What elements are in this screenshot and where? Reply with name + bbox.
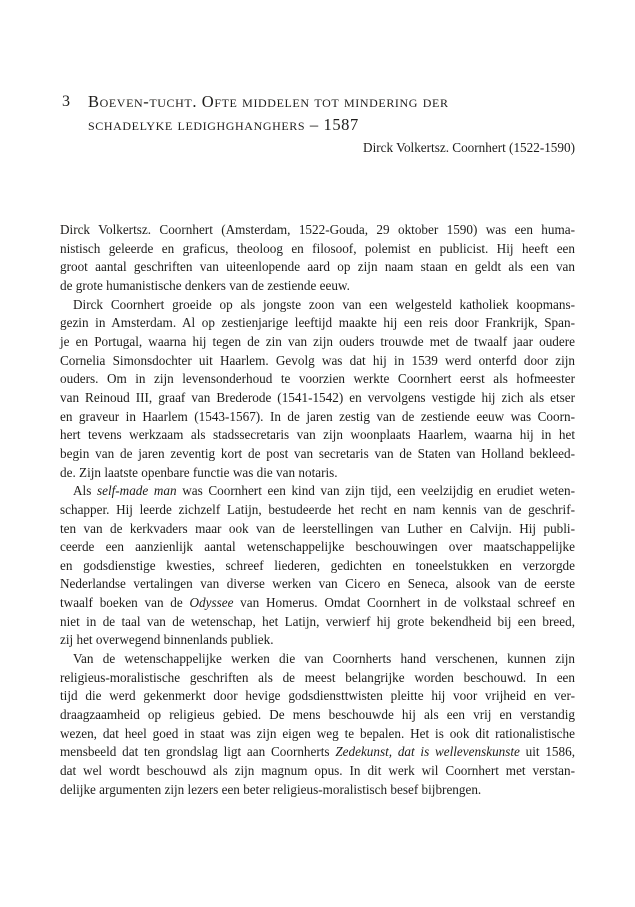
text-line [60,501,575,520]
text-line [60,687,575,706]
text-segment: van Homerus. Omdat Coornhert in de volkstaal schreef en [233,595,575,611]
italic-text: Odyssee [189,595,234,611]
text-line [60,389,575,408]
text-segment: delijke argumenten zijn lezers een beter religieus-moralistisch besef bijbrengen. [60,781,482,797]
text-segment: Cornelia Simonsdochter uit Haarlem. Gevolg was dat hij in 1539 werd onterfd door zijn [60,352,575,368]
text-line [60,333,575,352]
paragraph [60,482,575,650]
text-segment: uit 1586, [519,744,575,760]
text-line [60,408,575,427]
text-segment: mensbeeld dat ten grondslag ligt aan Coornherts [60,744,336,760]
text-segment: gezin in Amsterdam. Al op zestienjarige leeftijd maakte hij een reis door Frankrijk, Span- [60,315,575,331]
italic-text: self-made man [96,483,177,499]
text-segment: wezen, dat heel goed in staat was zijn eigen weg te bepalen. Het is ook dit rationalistische [60,725,575,741]
text-segment: ten van de kerkvaders maar ook van de leerstellingen van Luther en Calvijn. Hij publi- [60,520,575,536]
text-segment: draagzaamheid op religieus gebied. De mens beschouwde hij als een vrij en verstandig [60,707,575,723]
text-segment: zij het overwegend binnenlands publiek. [60,632,274,648]
text-segment: Dirck Coornhert groeide op als jongste zoon van een welgesteld katholiek koopmans- [73,296,575,312]
text-segment: was Coornhert een kind van zijn tijd, een veelzijdig en erudiet weten- [176,483,575,499]
text-line [60,296,575,315]
text-line [60,277,575,296]
text-segment: en godsdienstige kwesties, schreef liederen, gedichten en toneelstukken en verzorgde [60,557,575,573]
text-line [60,669,575,688]
text-line [60,520,575,539]
paragraph [60,650,575,799]
text-segment: en graveur in Haarlem (1543-1567). In de jaren zestig van de zestiende eeuw was Coorn- [60,408,575,424]
text-line [60,594,575,613]
text-segment: niet in de taal van de wetenschap, het Latijn, verwierf hij grote bekendheid bij een breed, [60,613,575,629]
chapter-title [88,90,449,136]
text-segment: begin van de jaren zeventig kort de post van secretaris van de Staten van Holland bekleed- [60,445,575,461]
chapter-title-line-1: Boeven-tucht. Ofte middelen tot mindering der [88,92,449,111]
text-segment: je en Portugal, waarna hij tegen de zin van zijn ouders trouwde met de twaalf jaar oudere [60,333,575,349]
body-text [60,221,575,799]
text-line [60,464,575,483]
text-line [60,706,575,725]
text-line [60,221,575,240]
text-line [60,575,575,594]
text-segment: Nederlandse vertalingen van diverse werken van Cicero en Seneca, alsook van de eerste [60,576,575,592]
text-line [60,370,575,389]
author-attribution: Dirck Volkertsz. Coornhert (1522-1590) [363,140,575,155]
text-segment: de grote humanistische denkers van de zestiende eeuw. [60,277,350,293]
italic-text: Zedekunst, dat is wellevenskunste [335,744,520,760]
text-line [60,258,575,277]
text-segment: hert tevens werkzaam als stadssecretaris van zijn woonplaats Haarlem, waarna hij in het [60,427,575,443]
text-segment: schapper. Hij leerde zichzelf Latijn, bestudeerde het recht en nam kennis van de geschrif- [60,501,575,517]
chapter-heading [62,90,577,136]
text-segment: Als [73,483,97,499]
text-segment: Van de wetenschappelijke werken die van Coornherts hand verschenen, kunnen zijn [73,651,575,667]
text-segment: van Reinoud III, graaf van Brederode (1541-1542) en vervolgens vestigde hij zich als etser [60,389,575,405]
text-segment: tijd die werd gekenmerkt door hevige godsdiensttwisten pleitte hij voor vrijheid en ver- [60,688,575,704]
text-line [60,650,575,669]
text-line [60,781,575,800]
text-line [60,613,575,632]
text-line [60,631,575,650]
text-line [60,314,575,333]
text-line [60,352,575,371]
paragraph [60,296,575,483]
text-segment: ouders. Om in zijn levensonderhoud te voorzien werkte Coornhert eerst als hofmeester [60,371,575,387]
text-segment: twaalf boeken van de [60,595,190,611]
text-line [60,557,575,576]
text-segment: groot aantal geschriften van uiteenlopende aard op zijn naam staan en geldt als een van [60,259,575,275]
text-line [60,240,575,259]
text-line [60,762,575,781]
text-segment: Dirck Volkertsz. Coornhert (Amsterdam, 1522-Gouda, 29 oktober 1590) was een huma- [60,222,575,237]
text-line [60,426,575,445]
text-line [60,445,575,464]
text-line [60,538,575,557]
text-line [60,743,575,762]
paragraph [60,221,575,296]
text-segment: de. Zijn laatste openbare functie was die van notaris. [60,464,338,480]
text-line [60,482,575,501]
chapter-number: 3 [62,93,70,110]
text-segment: ceerde een aanzienlijk aantal wetenschappelijke beschouwingen over maatschappelijke [60,539,575,555]
chapter-title-line-2: schadelyke ledighghanghers – 1587 [88,115,359,134]
text-line [60,725,575,744]
text-segment: dat wel wordt beschouwd als zijn magnum opus. In dit werk wil Coornhert met verstan- [60,763,575,779]
text-segment: religieus-moralistische geschriften als de meest belangrijke worden beschouwd. In een [60,669,575,685]
text-segment: nistisch geleerde en graficus, theoloog en filosoof, polemist en publicist. Hij heeft een [60,240,575,256]
